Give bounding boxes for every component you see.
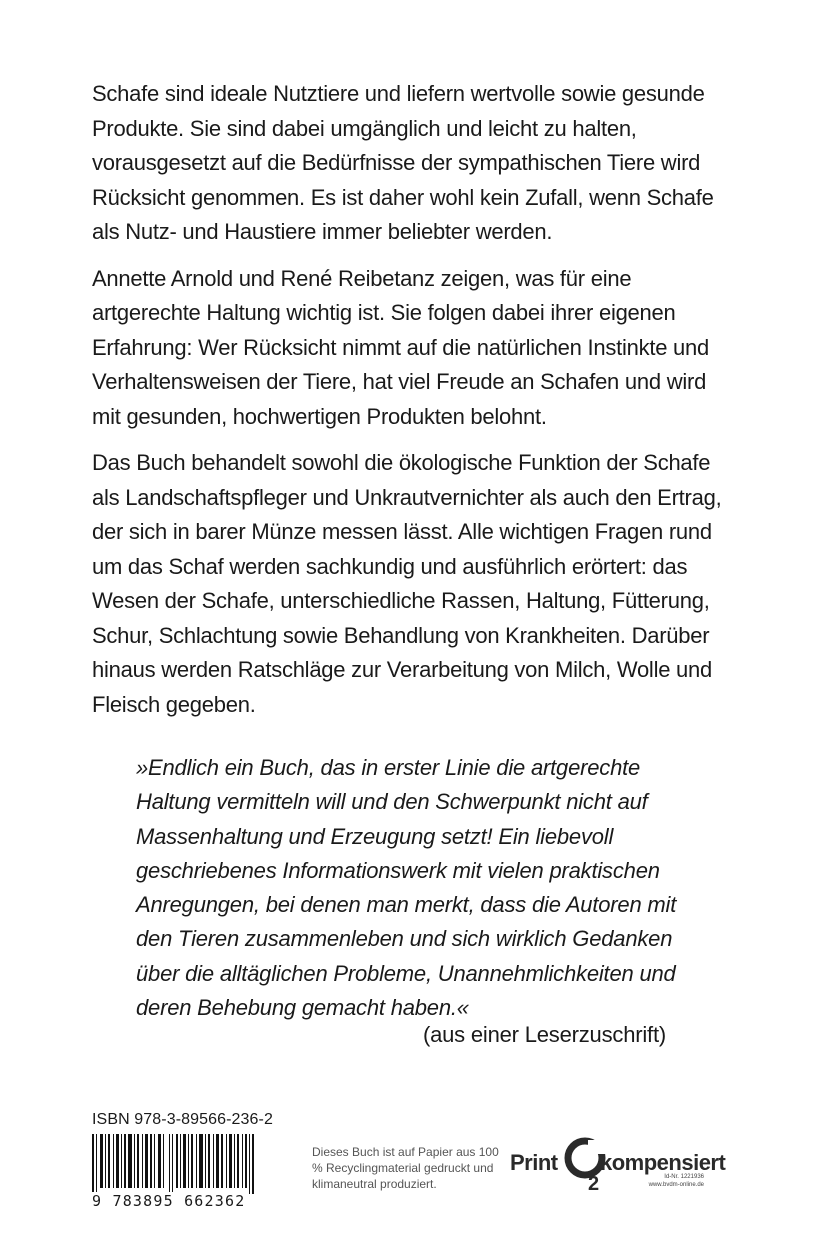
isbn-label: ISBN 978-3-89566-236-2: [92, 1111, 273, 1128]
barcode-digits: 9 783895 662362: [92, 1192, 246, 1210]
blurb-paragraph-2: Annette Arnold und René Reibetanz zeigen, was für eine artgerechte Haltung wichtig ist. Sie folgen dabei ihrer eigenen Erfahrung: Wer Rücksicht nimmt auf die natürlichen Instinkte und Verhaltensweisen der Tiere, hat viel Freude an Schafen und wird mit gesunden, hochwertigen Produkten belohnt.: [92, 265, 710, 429]
svg-text:2: 2: [588, 1173, 600, 1192]
isbn-barcode-icon: [92, 1134, 254, 1194]
logo-id-block: [649, 1173, 704, 1189]
blurb-text: [92, 77, 732, 734]
logo-id-number: Id-Nr. 1221936: [664, 1174, 704, 1180]
print-kompensiert-logo: [510, 1136, 726, 1196]
reader-quote: »Endlich ein Buch, das in erster Linie die artgerechte Haltung vermitteln will und den Schwerpunkt nicht auf Massenhaltung und Erzeugung setzt! Ein liebevoll geschriebenes Informationswerk mit vielen praktischen Anregungen, bei denen man merkt, dass die Autoren mit den Tieren zusammenleben und sich wirklich Gedanken über die alltäglichen Probleme, Unannehmlichkeiten und deren Behebung gemacht haben.«: [136, 755, 677, 1021]
logo-url: www.bvdm-online.de: [648, 1182, 704, 1188]
logo-word-print: Print: [510, 1150, 558, 1175]
blurb-paragraph-1: Schafe sind ideale Nutztiere und liefern wertvolle sowie gesunde Produkte. Sie sind dabei umgänglich und leicht zu halten, vorausgesetzt auf die Bedürfnisse der sympathischen Tiere wird Rücksicht genommen. Es ist daher wohl kein Zufall, wenn Schafe als Nutz- und Haustiere immer beliebter werden.: [92, 81, 714, 244]
eco-note: Dieses Buch ist auf Papier aus 100 % Recyclingmaterial gedruckt und klimaneutral produziert.: [312, 1145, 499, 1191]
quote-source: (aus einer Leserzuschrift): [422, 1022, 666, 1047]
logo-word-kompensiert: kompensiert: [600, 1150, 726, 1175]
blurb-paragraph-3: Das Buch behandelt sowohl die ökologische Funktion der Schafe als Landschaftspfleger und Unkrautvernichter als auch den Ertrag, der sich in barer Münze messen lässt. Alle wichtigen Fragen rund um das Schaf werden sachkundig und ausführlich erörtert: das Wesen der Schafe, unterschiedliche Rassen, Haltung, Fütterung, Schur, Schlachtung sowie Behandlung von Krankheiten. Darüber hinaus werden Ratschläge zur Verarbeitung von Milch, Wolle und Fleisch gegeben.: [92, 450, 722, 717]
